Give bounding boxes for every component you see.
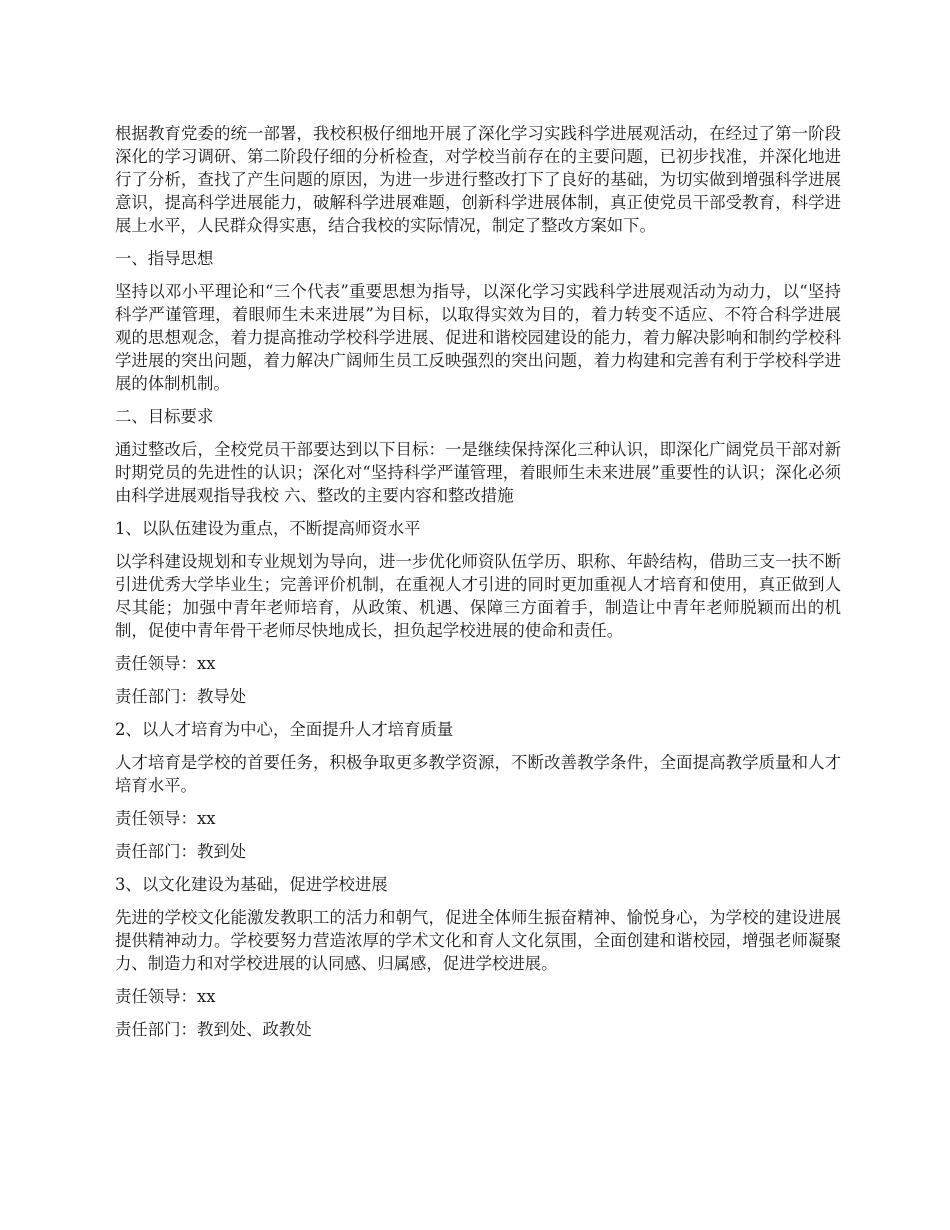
section-heading-guiding-ideology: 一、指导思想 (115, 249, 214, 268)
item-heading-talent-cultivation: 2、以人才培育为中心，全面提升人才培育质量 (115, 720, 454, 739)
item-paragraph-talent-cultivation: 人才培育是学校的首要任务，积极争取更多教学资源，不断改善教学条件，全面提高教学质量和人才培育水平。 (115, 753, 841, 795)
document-body (115, 122, 841, 1051)
intro-paragraph: 根据教育党委的统一部署，我校积极仔细地开展了深化学习实践科学进展观活动，在经过了第一阶段深化的学习调研、第二阶段仔细的分析检查，对学校当前存在的主要问题，已初步找准，并深化地进行了分析，查找了产生问题的原因，为进一步进行整改打下了良好的基础，为切实做到增强科学进展意识，提高科学进展能力，破解科学进展难题，创新科学进展体制，真正使党员干部受教育，科学进展上水平，人民群众得实惠，结合我校的实际情况，制定了整改方案如下。 (115, 124, 841, 235)
item-responsible-leader: 责任领导：xx (115, 809, 216, 828)
item-responsible-department: 责任部门：教到处、政教处 (115, 1020, 312, 1039)
item-heading-team-building: 1、以队伍建设为重点，不断提高师资水平 (115, 519, 421, 538)
item-paragraph-team-building: 以学科建设规划和专业规划为导向，进一步优化师资队伍学历、职称、年龄结构，借助三支一扶不断引进优秀大学毕业生；完善评价机制，在重视人才引进的同时更加重视人才培育和使用，真正做到人尽其能；加强中青年老师培育，从政策、机遇、保障三方面着手，制造让中青年老师脱颖而出的机制，促使中青年骨干老师尽快地成长，担负起学校进展的使命和责任。 (115, 552, 841, 640)
item-heading-culture-building: 3、以文化建设为基础，促进学校进展 (115, 875, 388, 894)
section-paragraph-goals: 通过整改后，全校党员干部要达到以下目标：一是继续保持深化三种认识，即深化广阔党员干部对新时期党员的先进性的认识；深化对“坚持科学严谨管理，着眼师生未来进展”重要性的认识；深化必须由科学进展观指导我校 六、整改的主要内容和整改措施 (115, 440, 841, 505)
item-responsible-leader: 责任领导：xx (115, 654, 216, 673)
item-responsible-department: 责任部门：教到处 (115, 842, 247, 861)
item-responsible-department: 责任部门：教导处 (115, 687, 247, 706)
section-paragraph-guiding-ideology: 坚持以邓小平理论和“三个代表”重要思想为指导，以深化学习实践科学进展观活动为动力，以“坚持科学严谨管理，着眼师生未来进展”为目标，以取得实效为目的，着力转变不适应、不符合科学进展观的思想观念，着力提高推动学校科学进展、促进和谐校园建设的能力，着力解决影响和制约学校科学进展的突出问题，着力解决广阔师生员工反映强烈的突出问题，着力构建和完善有利于学校科学进展的体制机制。 (115, 282, 841, 393)
item-paragraph-culture-building: 先进的学校文化能激发教职工的活力和朝气，促进全体师生振奋精神、愉悦身心，为学校的建设进展提供精神动力。学校要努力营造浓厚的学术文化和育人文化氛围，全面创建和谐校园，增强老师凝聚力、制造力和对学校进展的认同感、归属感，促进学校进展。 (115, 908, 841, 973)
section-heading-goals: 二、目标要求 (115, 407, 214, 426)
item-responsible-leader: 责任领导：xx (115, 987, 216, 1006)
